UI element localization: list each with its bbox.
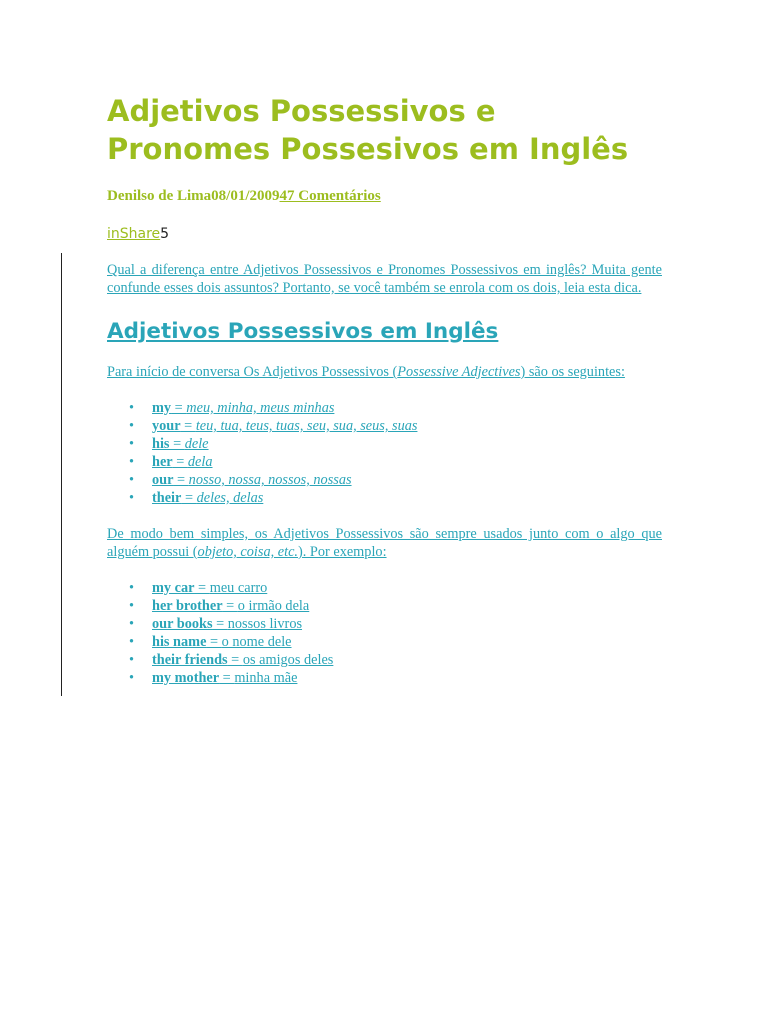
list-item[interactable] [129, 579, 662, 597]
equals: = [169, 436, 185, 452]
equals: = [206, 634, 222, 650]
examples-list [107, 579, 662, 687]
equals: = [173, 472, 189, 488]
meaning: o irmão dela [237, 598, 310, 614]
bullet: • [129, 598, 135, 614]
para3-emph: objeto, coisa, etc. [197, 544, 298, 560]
equals: = [171, 400, 187, 416]
bullet: • [129, 472, 135, 488]
meaning: teu, tua, teus, tuas, seu, sua, seus, suas [195, 418, 418, 434]
examples-intro[interactable] [107, 525, 662, 561]
bullet: • [129, 634, 135, 650]
term: their [152, 490, 182, 506]
list-item[interactable] [129, 651, 662, 669]
term: our books [152, 616, 213, 632]
bullet: • [129, 490, 135, 506]
title-line-1: Adjetivos Possessivos e [107, 94, 496, 128]
meaning: nosso, nossa, nossos, nossas [188, 472, 352, 488]
list-item[interactable] [129, 417, 662, 435]
term: her brother [152, 598, 223, 614]
comments-link[interactable]: 47 Comentários [279, 188, 381, 204]
bullet: • [129, 454, 135, 470]
share-count: 5 [160, 226, 170, 242]
equals: = [194, 580, 210, 596]
meaning: dele [184, 436, 209, 452]
meaning: meu carro [209, 580, 268, 596]
adjectives-intro[interactable] [107, 363, 662, 381]
bullet: • [129, 436, 135, 452]
meaning: deles, delas [196, 490, 264, 506]
equals: = [222, 598, 238, 614]
list-item[interactable] [129, 669, 662, 687]
bullet: • [129, 580, 135, 596]
bullet: • [129, 616, 135, 632]
list-item[interactable] [129, 399, 662, 417]
term: your [152, 418, 181, 434]
para2-text-1: Para início de conversa Os Adjetivos Possessivos ( [107, 364, 398, 380]
meaning: meu, minha, meus minhas [186, 400, 335, 416]
meaning: o nome dele [221, 634, 292, 650]
equals: = [172, 454, 188, 470]
meaning: dela [187, 454, 213, 470]
article [107, 92, 662, 687]
term: his [152, 436, 170, 452]
title-line-2: Pronomes Possesivos em Inglês [107, 132, 629, 166]
byline [107, 186, 662, 206]
list-item[interactable] [129, 471, 662, 489]
meaning: nossos livros [227, 616, 303, 632]
page-title [107, 92, 662, 168]
intro-link[interactable]: Qual a diferença entre Adjetivos Possessivos e Pronomes Possessivos em inglês? Muita gente confunde esses dois assuntos? Portanto, se você também se enrola com os dois, leia esta dica. [107, 262, 662, 296]
share-widget [107, 224, 662, 244]
list-item[interactable] [129, 489, 662, 507]
equals: = [219, 670, 235, 686]
para2-text-2: ) são os seguintes: [520, 364, 625, 380]
term: their friends [152, 652, 228, 668]
equals: = [227, 652, 243, 668]
term: his name [152, 634, 207, 650]
term: my [152, 400, 172, 416]
adjectives-list [107, 399, 662, 507]
bullet: • [129, 418, 135, 434]
equals: = [180, 418, 196, 434]
list-item[interactable] [129, 435, 662, 453]
section-heading[interactable]: Adjetivos Possessivos em Inglês [107, 319, 499, 344]
term: my car [152, 580, 195, 596]
margin-bar [61, 253, 62, 696]
equals: = [181, 490, 197, 506]
list-item[interactable] [129, 453, 662, 471]
meaning: minha mãe [234, 670, 298, 686]
bullet: • [129, 652, 135, 668]
inshare-link[interactable]: inShare [107, 226, 161, 242]
equals: = [212, 616, 228, 632]
author-date: Denilso de Lima08/01/2009 [107, 188, 280, 204]
meaning: os amigos deles [242, 652, 334, 668]
intro-paragraph[interactable] [107, 261, 662, 297]
para2-emph: Possessive Adjectives [397, 364, 521, 380]
list-item[interactable] [129, 615, 662, 633]
term: my mother [152, 670, 220, 686]
bullet: • [129, 400, 135, 416]
para3-text-1: De modo bem simples, os Adjetivos Possessivos são sempre usados junto com o algo que alguém possui ( [107, 526, 662, 560]
term: our [152, 472, 174, 488]
bullet: • [129, 670, 135, 686]
para3-text-2: ). Por exemplo: [298, 544, 387, 560]
term: her [152, 454, 173, 470]
list-item[interactable] [129, 597, 662, 615]
list-item[interactable] [129, 633, 662, 651]
